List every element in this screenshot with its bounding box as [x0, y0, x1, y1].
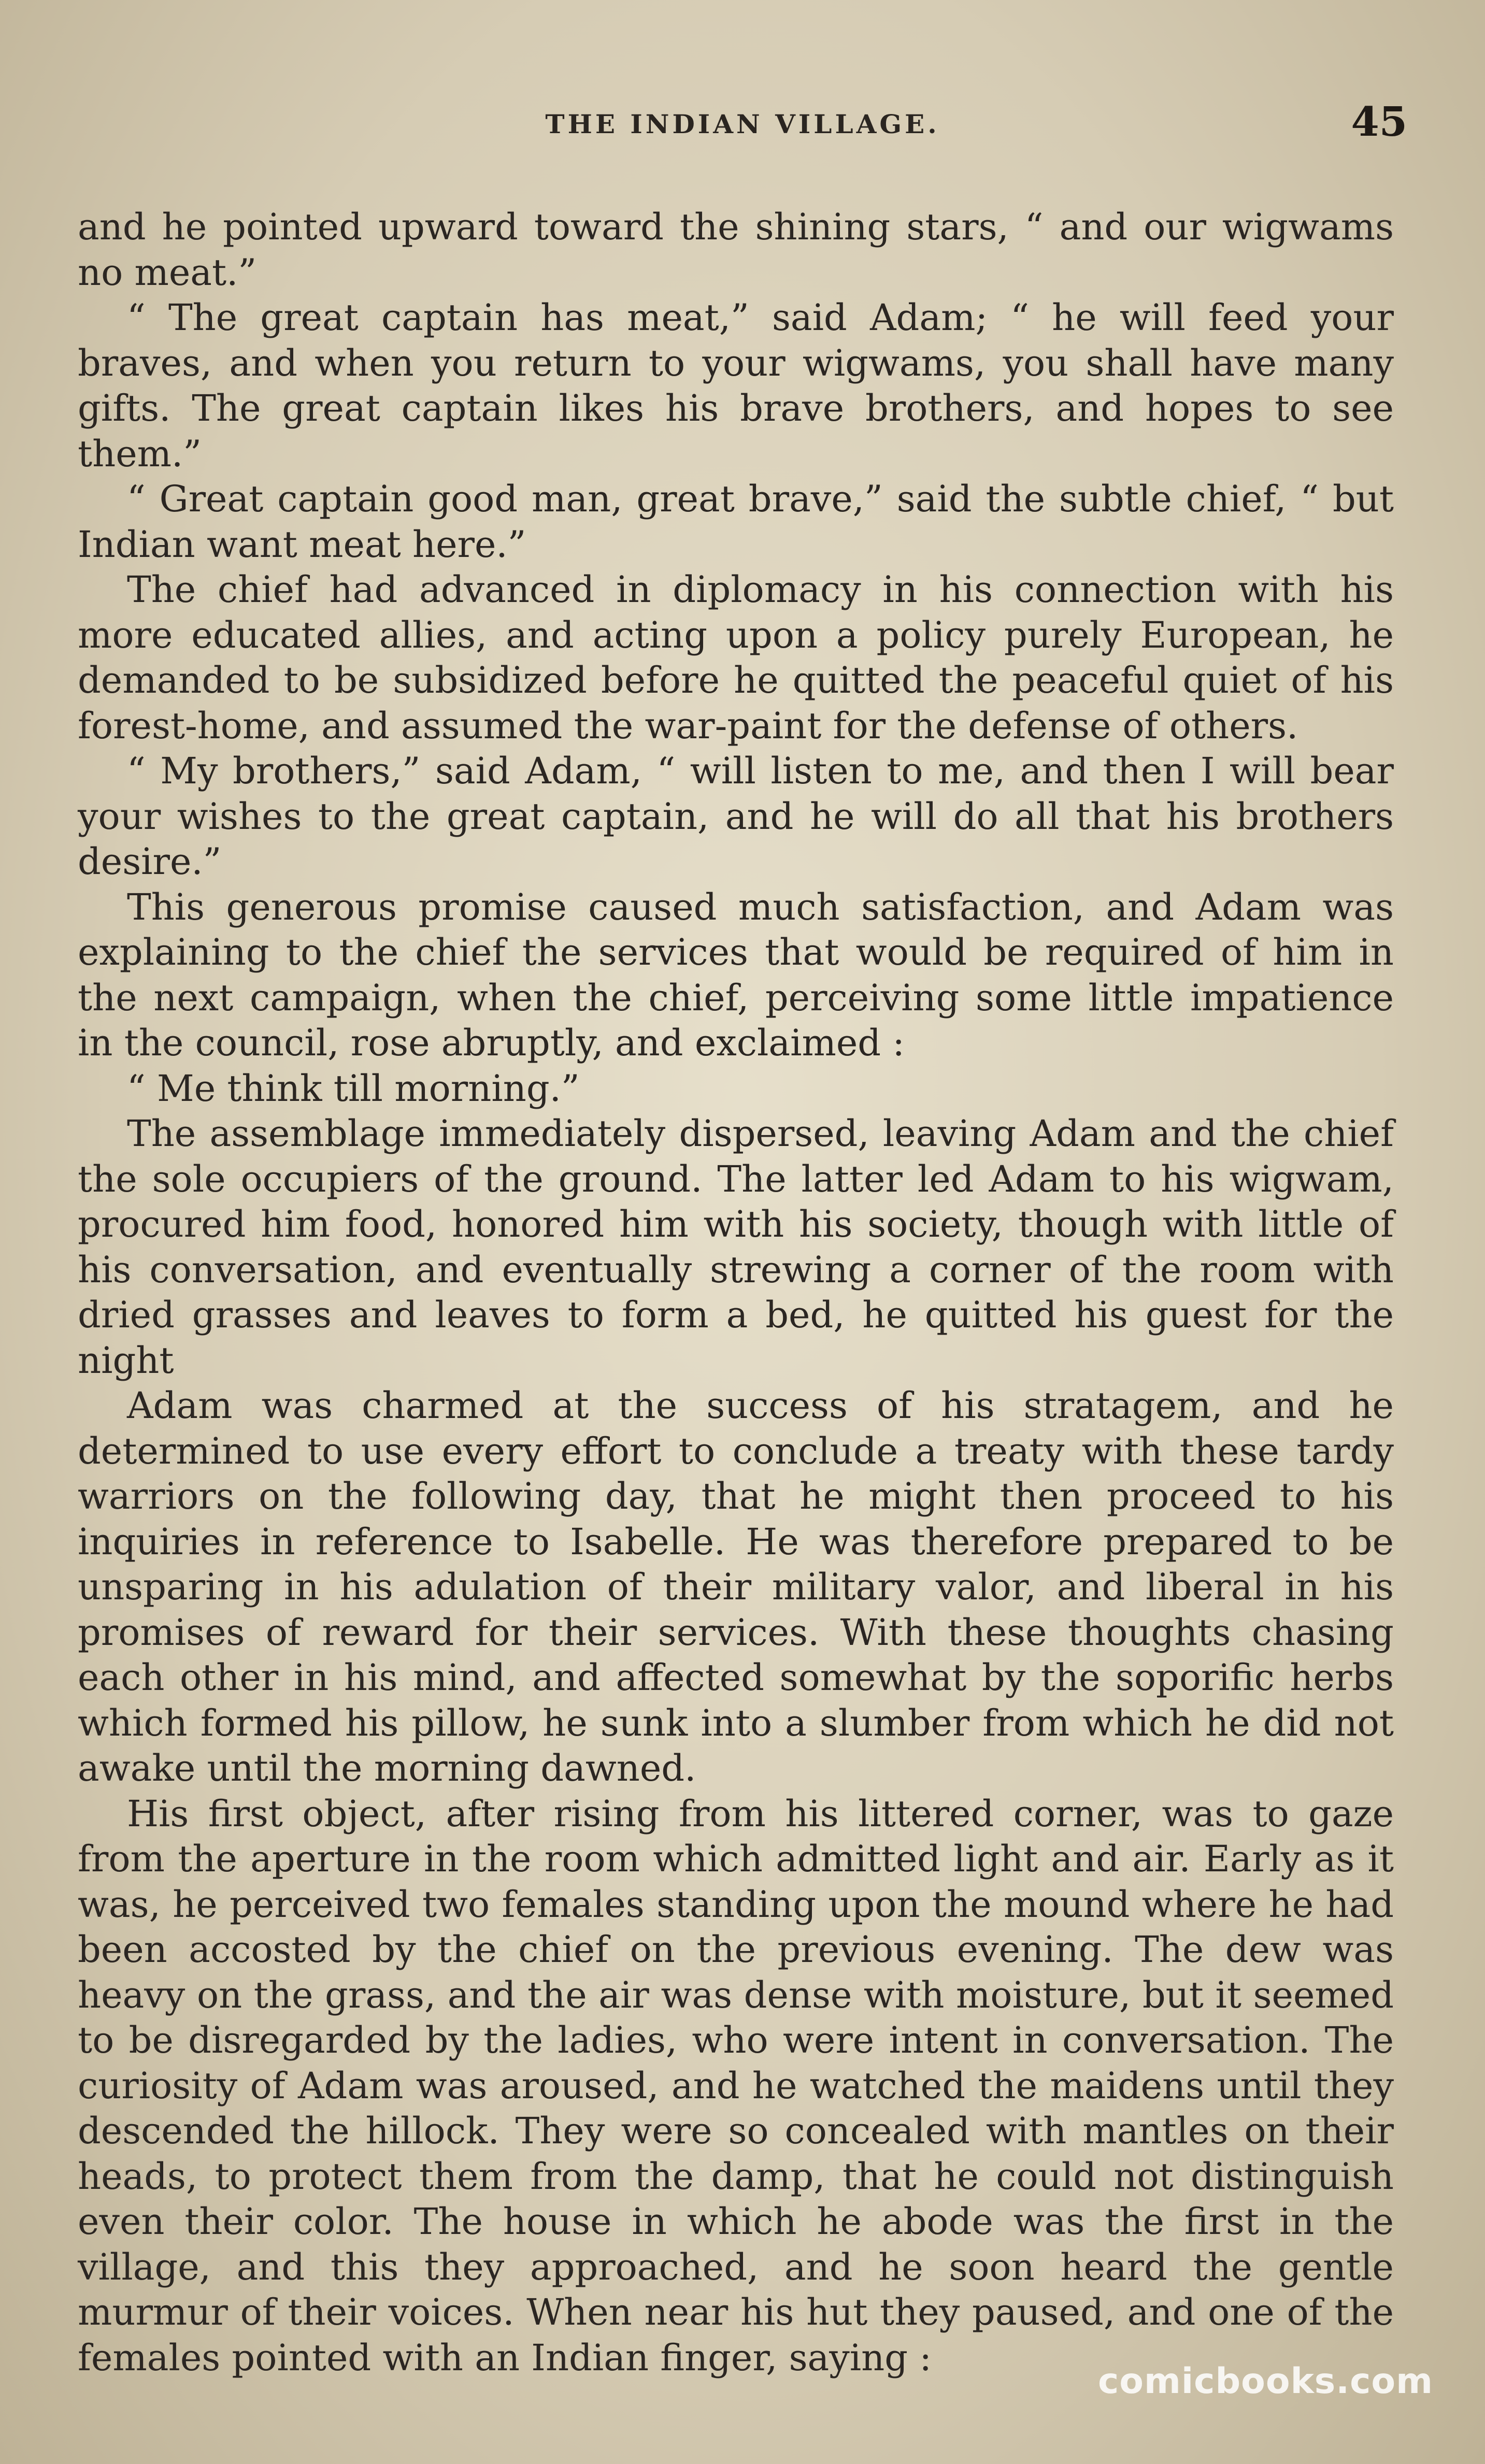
page-number: 45: [1351, 98, 1407, 146]
body-text: [78, 205, 1394, 2381]
paragraph: “ The great captain has meat,” said Adam; “ he will feed your braves, and when you return to your wigwams, you shall have many gifts. The great captain likes his brave brothers, and hopes to see them.”: [78, 296, 1394, 475]
page-header: [78, 98, 1407, 145]
paragraph: “ Me think till morning.”: [127, 1067, 580, 1110]
paragraph: and he pointed upward toward the shining stars, “ and our wigwams no meat.”: [78, 206, 1394, 294]
paragraph: “ Great captain good man, great brave,” said the subtle chief, “ but Indian want meat here.”: [78, 478, 1394, 566]
running-head: THE INDIAN VILLAGE.: [545, 109, 940, 139]
paragraph: Adam was charmed at the success of his stratagem, and he determined to use every effort to conclude a treaty with these tardy warriors on the following day, that he might then proceed to his inquiries in reference to Isabelle. He was therefore prepared to be unsparing in his adulation of their military valor, and liberal in his promises of reward for their services. With these thoughts chasing each other in his mind, and affected somewhat by the soporific herbs which formed his pillow, he sunk into a slumber from which he did not awake until the morning dawned.: [78, 1384, 1394, 1789]
paragraph: “ My brothers,” said Adam, “ will listen to me, and then I will bear your wishes to the great captain, and he will do all that his brothers desire.”: [78, 750, 1394, 883]
paragraph: This generous promise caused much satisfaction, and Adam was explaining to the chief the services that would be required of him in the next campaign, when the chief, perceiving some little impatience in the council, rose abruptly, and exclaimed :: [78, 885, 1394, 1064]
paragraph: The assemblage immediately dispersed, leaving Adam and the chief the sole occupiers of the ground. The latter led Adam to his wigwam, procured him food, honored him with his society, though with little of his conversation, and eventually strewing a corner of the room with dried grasses and leaves to form a bed, he quitted his guest for the night: [78, 1112, 1394, 1382]
watermark: comicbooks.com: [1097, 2361, 1433, 2402]
paragraph: The chief had advanced in diplomacy in his connection with his more educated allies, and acting upon a policy purely European, he demanded to be subsidized before he quitted the peaceful quiet of his forest-home, and assumed the war-paint for the defense of others.: [78, 568, 1394, 747]
paragraph: His first object, after rising from his littered corner, was to gaze from the aperture in the room which admitted light and air. Early as it was, he perceived two females standing upon the mound where he had been accosted by the chief on the previous evening. The dew was heavy on the grass, and the air was dense with moisture, but it seemed to be disregarded by the ladies, who were intent in conversation. The curiosity of Adam was aroused, and he watched the maidens until they descended the hillock. They were so concealed with mantles on their heads, to protect them from the damp, that he could not distinguish even their color. The house in which he abode was the first in the village, and this they approached, and he soon heard the gentle murmur of their voices. When near his hut they paused, and one of the females pointed with an Indian finger, saying :: [78, 1792, 1394, 2379]
